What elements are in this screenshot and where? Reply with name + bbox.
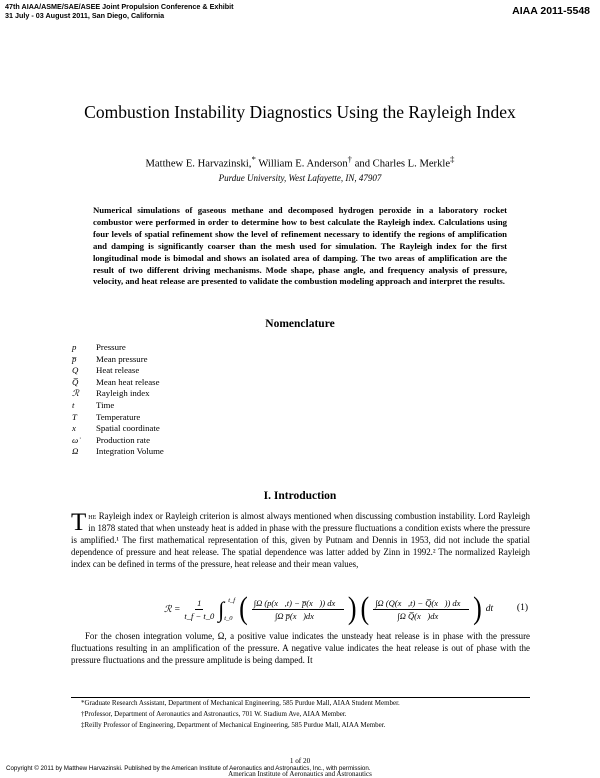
nomenclature-row — [72, 412, 164, 424]
footnote-mark-1: * — [251, 154, 256, 164]
section-title: I. Introduction — [263, 490, 337, 502]
nomenclature-description: Production rate — [96, 434, 150, 445]
pressure-denominator: ∫Ω p̅(x⃗)dx⃗ — [275, 610, 321, 621]
nomenclature-symbol: ω̇ — [72, 434, 79, 445]
integral-upper-limit: t_f — [228, 596, 236, 604]
prefactor-fraction — [184, 598, 214, 621]
paragraph-2: For the chosen integration volume, Ω, a positive value indicates the unsteady heat release is in phase with the pressure fluctuations resulting in an amplification of the pressure. A negative value indicates the heat release is out of phase with the pressure fluctuations and the pressure amplitude is being damped. It — [71, 631, 530, 665]
nomenclature-description: Integration Volume — [96, 446, 164, 457]
nomenclature-symbol: Q — [72, 365, 79, 376]
nomenclature-symbol: Ω — [72, 446, 79, 457]
nomenclature-symbol: p — [72, 342, 77, 352]
nomenclature-row — [72, 354, 164, 366]
nomenclature-row — [72, 423, 164, 435]
drop-cap: T — [71, 509, 87, 536]
heat-denominator: ∫Ω Q̅(x⃗)dx⃗ — [397, 610, 445, 621]
nomenclature-row — [72, 365, 164, 377]
affiliation: Purdue University, West Lafayette, IN, 47907 — [218, 173, 382, 183]
paper-title: Combustion Instability Diagnostics Using the Rayleigh Index — [84, 102, 516, 122]
prefactor-denominator: t_f − t_0 — [184, 610, 215, 621]
conference-line-2: 31 July - 03 August 2011, San Diego, California — [5, 10, 165, 20]
footnotes — [71, 697, 530, 730]
nomenclature-row — [72, 377, 164, 389]
nomenclature-symbol: Q̅ — [72, 376, 79, 387]
nomenclature-symbol: t — [72, 399, 75, 410]
intro-text: Rayleigh index or Rayleigh criterion is almost always mentioned when discussing combustion instability. Lord Rayleigh in 1878 stated that when unsteady heat is added in phase with the pressure fluctuations a condition exists where the pressure is amplified.¹ The first mathematical representation of this, given by Putnam and Dennis in 1953, did not include the spatial dependence of pressure and heat release. The spatial dependence was latter added by Zinn in 1992.² The normalized Rayleigh index can be defined in terms of the pressure, heat release and their mean values, — [71, 511, 530, 569]
footnote-mark-3: ‡ — [450, 154, 455, 164]
left-paren: ( — [239, 591, 248, 626]
integral-sign: ∫ — [218, 596, 225, 622]
nomenclature-description: Heat release — [96, 365, 140, 376]
conference-line-1: 47th AIAA/ASME/SAE/ASEE Joint Propulsion Conference & Exhibit — [5, 2, 234, 11]
nomenclature-description: Spatial coordinate — [96, 423, 160, 434]
prefactor-numerator: 1 — [197, 597, 202, 608]
conference-header — [5, 3, 234, 20]
nomenclature-description: Time — [96, 399, 115, 410]
nomenclature-row — [72, 446, 164, 458]
nomenclature-title: Nomenclature — [265, 318, 335, 330]
paper-number: AIAA 2011-5548 — [512, 5, 590, 17]
nomenclature-row — [72, 400, 164, 412]
nomenclature-symbol: T — [72, 411, 77, 422]
equation-number: (1) — [516, 603, 528, 613]
nomenclature-description: Temperature — [96, 411, 141, 422]
nomenclature-description: Mean pressure — [96, 353, 148, 364]
page-number: 1 of 20 — [289, 757, 311, 765]
heat-numerator: ∫Ω (Q(x⃗,t) − Q̅(x⃗)) dx⃗ — [375, 597, 468, 608]
author-2: William E. Anderson — [258, 158, 348, 170]
author-1: Matthew E. Harvazinski, — [145, 158, 252, 170]
intro-paragraph — [71, 511, 530, 571]
copyright-notice: Copyright © 2011 by Matthew Harvazinski. Published by the American Institute of Aeronautics and Astronautics, Inc., with permission. — [6, 765, 371, 772]
intro-first-word: he — [88, 511, 97, 521]
equation-dt: dt — [485, 604, 494, 614]
nomenclature-description: Pressure — [96, 342, 126, 352]
equation-lhs: ℛ = — [164, 604, 181, 615]
footnote-3: ‡Reilly Professor of Engineering, Department of Mechanical Engineering, 585 Purdue Mall, AIAA Member. — [81, 720, 386, 729]
authors — [60, 154, 540, 170]
right-paren-2: ) — [473, 591, 482, 626]
heat-fraction — [373, 598, 469, 621]
nomenclature-row — [72, 342, 164, 354]
abstract: Numerical simulations of gaseous methane and decomposed hydrogen peroxide in a laboratory rocket combustor were performed in order to determine how to best calculate the Rayleigh index. Calculations using four levels of spatial refinement show the level of refinement necessary to identify the regions of amplification and damping is significantly coarser than the mesh used for simulation. The Rayleigh index for the first longitudinal mode is bimodal and shows an isolated area of damping. The two areas of amplification are the result of two different driving mechanisms. Mode shape, phase angle, and frequency analysis of pressure, velocity, and heat release are presented to validate the combustion modeling approach and interpret the results. — [93, 205, 507, 287]
time-integral — [218, 596, 235, 623]
pressure-fraction — [252, 598, 344, 621]
author-3: and Charles L. Merkle — [354, 158, 451, 170]
left-paren-2: ( — [360, 591, 370, 626]
nomenclature-symbol: ℛ — [72, 388, 80, 399]
footnote-1: *Graduate Research Assistant, Department of Mechanical Engineering, 585 Purdue Mall, AIAA Student Member. — [81, 699, 400, 707]
rayleigh-equation — [71, 591, 530, 627]
nomenclature-row — [72, 435, 164, 447]
integral-lower-limit: t_0 — [224, 614, 233, 622]
footnote-2: †Professor, Department of Aeronautics and Astronautics, 701 W. Stadium Ave, AIAA Member. — [81, 709, 347, 718]
footer-organization: American Institute of Aeronautics and Astronautics — [228, 770, 372, 778]
nomenclature-description: Rayleigh index — [96, 388, 150, 399]
footnote-mark-2: † — [347, 154, 353, 164]
nomenclature-list — [72, 342, 164, 458]
nomenclature-description: Mean heat release — [96, 376, 160, 387]
right-paren: ) — [347, 591, 357, 626]
nomenclature-symbol: p̅ — [72, 353, 77, 364]
nomenclature-symbol: x⃗ — [72, 423, 83, 434]
nomenclature-row — [72, 388, 164, 400]
pressure-numerator: ∫Ω (p(x⃗,t) − p̅(x⃗)) dx⃗ — [253, 597, 342, 608]
